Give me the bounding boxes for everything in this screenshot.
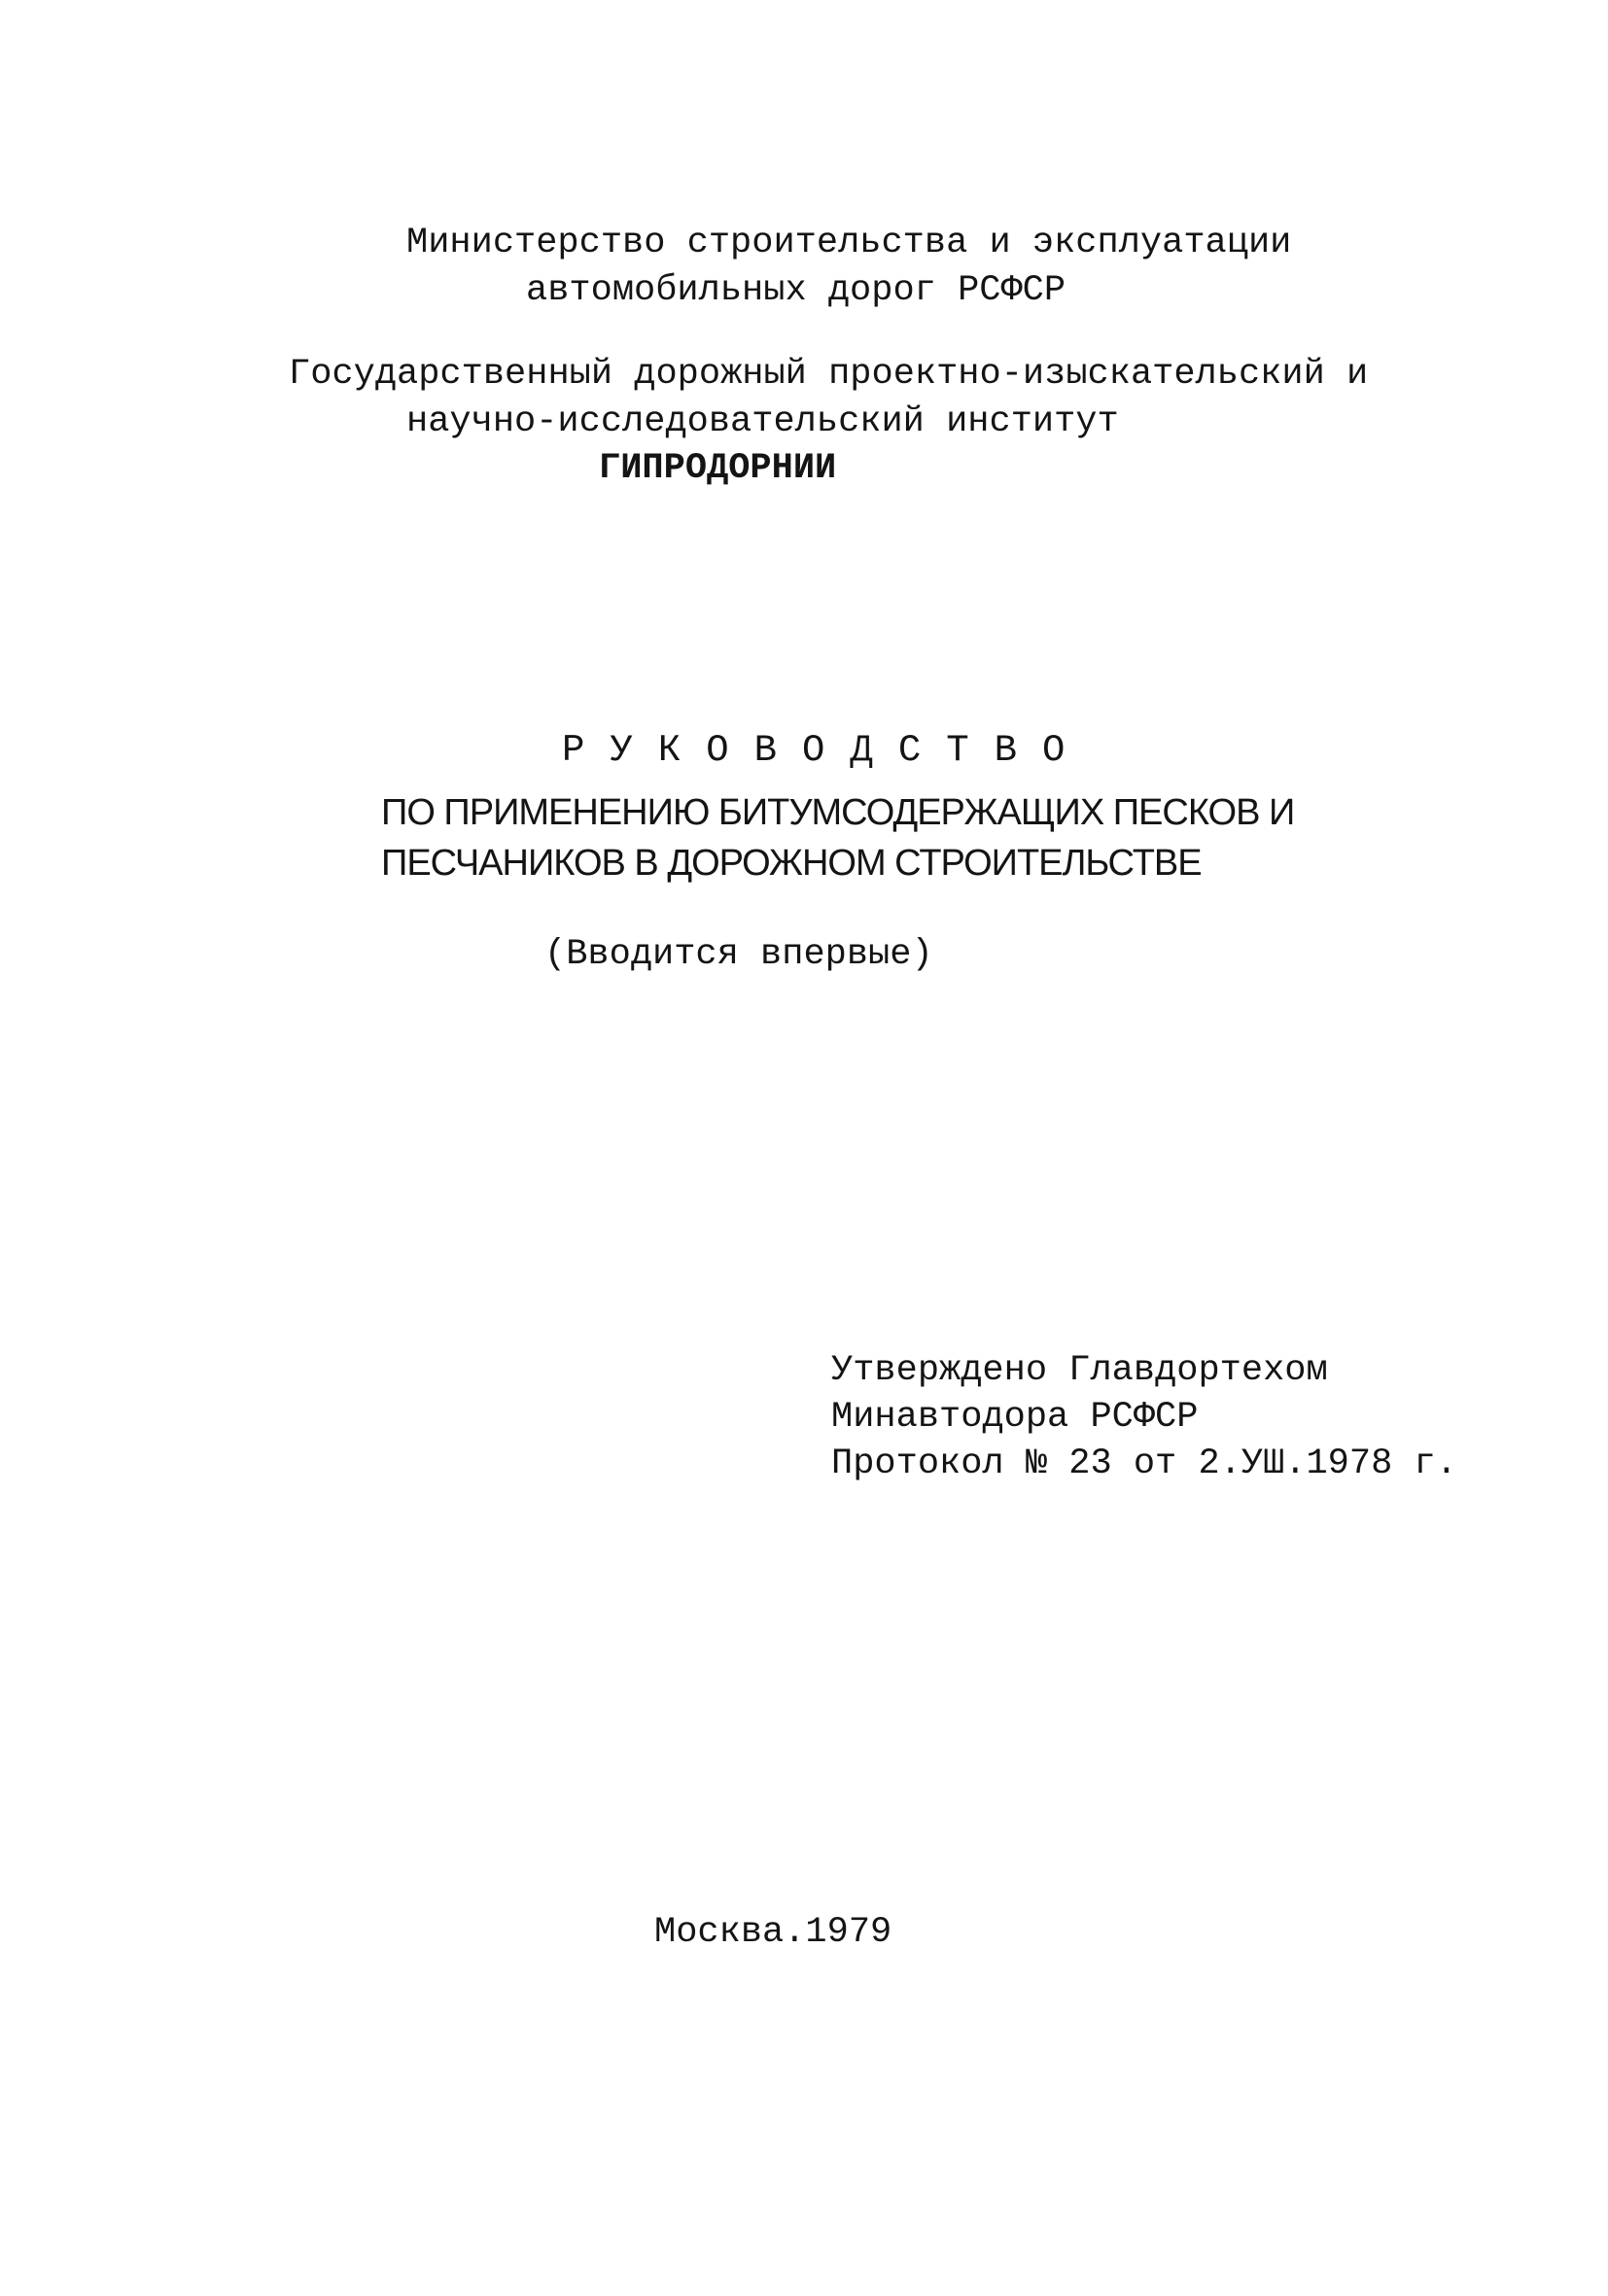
place-and-year: Москва.1979: [654, 1912, 892, 1953]
institute-name: ГИПРОДОРНИИ: [599, 448, 837, 489]
approval-line-3: Протокол № 23 от 2.УШ.1978 г.: [831, 1444, 1457, 1484]
approval-line-1: Утверждено Главдортехом: [831, 1350, 1328, 1391]
ministry-line-2: автомобильных дорог РСФСР: [526, 270, 1066, 311]
subtitle-line-1: ПО ПРИМЕНЕНИЮ БИТУМСОДЕРЖАЩИХ ПЕСКОВ И: [381, 792, 1295, 833]
ministry-line-1: Министерство строительства и эксплуатации: [406, 223, 1292, 263]
edition-note: (Вводится впервые): [544, 934, 933, 975]
subtitle-line-2: ПЕСЧАНИКОВ В ДОРОЖНОМ СТРОИТЕЛЬСТВЕ: [381, 843, 1202, 884]
institute-line-1: Государственный дорожный проектно-изыскательский и: [289, 354, 1369, 395]
institute-line-2: научно-исследовательский институт: [406, 401, 1119, 442]
document-heading: РУКОВОДСТВО: [562, 729, 1091, 772]
approval-line-2: Минавтодора РСФСР: [831, 1397, 1199, 1438]
